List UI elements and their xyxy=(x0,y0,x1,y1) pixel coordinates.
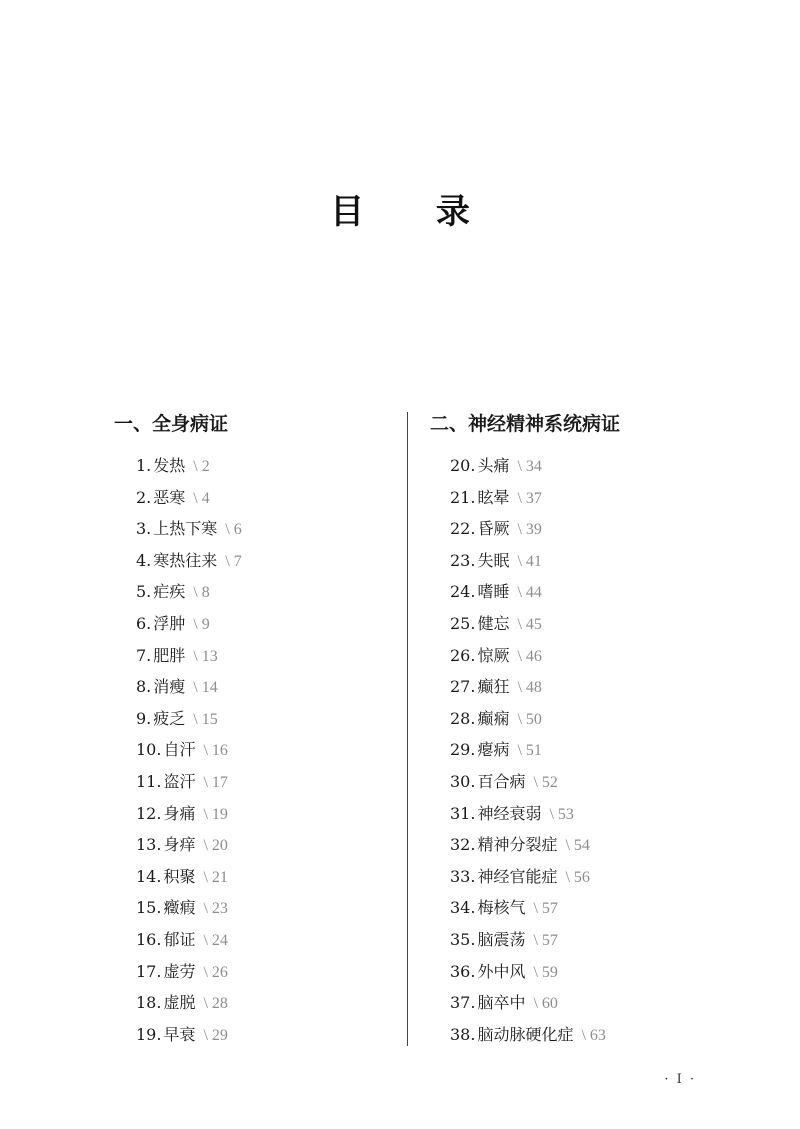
entry-number: 7. xyxy=(136,645,152,665)
entry-title: 脑卒中 xyxy=(477,993,526,1013)
entry-page: \ 2 xyxy=(193,458,210,475)
entry-number: 25. xyxy=(450,613,476,633)
toc-entry[interactable] xyxy=(450,829,730,861)
entry-page: \ 63 xyxy=(581,1026,606,1044)
toc-list xyxy=(114,450,394,1050)
entry-page: \ 17 xyxy=(203,773,228,791)
entry-title: 自汗 xyxy=(163,740,196,760)
toc-entry[interactable] xyxy=(136,703,394,735)
entry-title: 恶寒 xyxy=(153,487,186,507)
toc-list xyxy=(430,450,730,1050)
entry-title: 健忘 xyxy=(477,613,510,633)
toc-entry[interactable] xyxy=(450,640,730,672)
entry-number: 30. xyxy=(450,771,476,791)
toc-entry[interactable] xyxy=(136,892,394,924)
entry-title: 浮肿 xyxy=(153,613,186,633)
entry-page: \ 57 xyxy=(533,931,558,949)
entry-page: \ 15 xyxy=(193,710,218,728)
toc-entry[interactable] xyxy=(136,640,394,672)
entry-page: \ 41 xyxy=(517,552,542,570)
toc-entry[interactable] xyxy=(136,545,394,577)
entry-number: 10. xyxy=(136,740,162,760)
entry-title: 癫痫 xyxy=(477,708,510,728)
toc-entry[interactable] xyxy=(450,1019,730,1051)
entry-title: 脑震荡 xyxy=(477,929,526,949)
entry-number: 11. xyxy=(136,771,162,791)
entry-title: 肥胖 xyxy=(153,645,186,665)
entry-page: \ 19 xyxy=(203,805,228,823)
toc-entry[interactable] xyxy=(450,798,730,830)
entry-title: 嗜睡 xyxy=(477,582,510,602)
entry-page: \ 39 xyxy=(517,521,542,539)
entry-number: 36. xyxy=(450,961,476,981)
entry-number: 14. xyxy=(136,866,162,886)
toc-section-1 xyxy=(114,410,394,1050)
entry-number: 34. xyxy=(450,898,476,918)
entry-title: 头痛 xyxy=(477,456,510,475)
entry-title: 疟疾 xyxy=(153,582,186,602)
entry-page: \ 7 xyxy=(225,552,242,570)
entry-page: \ 45 xyxy=(517,615,542,633)
entry-page: \ 50 xyxy=(517,710,542,728)
entry-title: 上热下寒 xyxy=(153,519,218,539)
entry-number: 2. xyxy=(136,487,152,507)
toc-entry[interactable] xyxy=(450,545,730,577)
entry-page: \ 60 xyxy=(533,995,558,1013)
entry-number: 32. xyxy=(450,835,476,855)
toc-entry[interactable] xyxy=(450,703,730,735)
entry-number: 38. xyxy=(450,1024,476,1044)
entry-title: 神经衰弱 xyxy=(477,803,542,823)
entry-page: \ 34 xyxy=(517,458,542,475)
entry-page: \ 9 xyxy=(193,615,210,633)
entry-page: \ 16 xyxy=(203,742,228,760)
entry-title: 寒热往来 xyxy=(153,550,218,570)
entry-number: 3. xyxy=(136,519,152,539)
toc-entry[interactable] xyxy=(136,861,394,893)
toc-entry[interactable] xyxy=(136,482,394,514)
entry-title: 百合病 xyxy=(477,771,526,791)
toc-entry[interactable] xyxy=(450,482,730,514)
toc-section-2 xyxy=(430,410,730,1050)
entry-number: 18. xyxy=(136,993,162,1013)
entry-title: 癫狂 xyxy=(477,677,510,697)
entry-number: 6. xyxy=(136,613,152,633)
entry-page: \ 51 xyxy=(517,742,542,760)
entry-title: 积聚 xyxy=(163,866,196,886)
entry-page: \ 56 xyxy=(565,868,590,886)
toc-entry[interactable] xyxy=(136,766,394,798)
entry-page: \ 20 xyxy=(203,837,228,855)
entry-title: 身痒 xyxy=(163,835,196,855)
entry-page: \ 53 xyxy=(549,805,574,823)
entry-number: 17. xyxy=(136,961,162,981)
entry-number: 19. xyxy=(136,1024,162,1044)
entry-number: 9. xyxy=(136,708,152,728)
toc-entry[interactable] xyxy=(450,671,730,703)
entry-page: \ 26 xyxy=(203,963,228,981)
entry-page: \ 13 xyxy=(193,647,218,665)
page-number: · I · xyxy=(664,1072,696,1087)
toc-entry[interactable] xyxy=(136,450,394,482)
entry-title: 眩晕 xyxy=(477,487,510,507)
entry-page: \ 54 xyxy=(565,837,590,855)
entry-number: 33. xyxy=(450,866,476,886)
entry-title: 失眠 xyxy=(477,550,510,570)
toc-entry[interactable] xyxy=(136,924,394,956)
entry-number: 1. xyxy=(136,456,152,475)
toc-entry[interactable] xyxy=(450,734,730,766)
entry-title: 外中风 xyxy=(477,961,526,981)
entry-page: \ 21 xyxy=(203,868,228,886)
entry-number: 22. xyxy=(450,519,476,539)
toc-entry[interactable] xyxy=(450,450,730,482)
entry-page: \ 23 xyxy=(203,900,228,918)
toc-entry[interactable] xyxy=(450,513,730,545)
entry-number: 37. xyxy=(450,993,476,1013)
entry-page: \ 14 xyxy=(193,679,218,697)
section-heading: 二、神经精神系统病证 xyxy=(430,413,621,435)
toc-entry[interactable] xyxy=(450,608,730,640)
toc-entry[interactable] xyxy=(450,576,730,608)
entry-number: 12. xyxy=(136,803,162,823)
entry-title: 疲乏 xyxy=(153,708,186,728)
entry-number: 24. xyxy=(450,582,476,602)
entry-number: 21. xyxy=(450,487,476,507)
entry-page: \ 52 xyxy=(533,773,558,791)
section-heading: 一、全身病证 xyxy=(114,413,229,435)
entry-title: 盗汗 xyxy=(163,771,196,791)
toc-entry[interactable] xyxy=(450,924,730,956)
entry-title: 精神分裂症 xyxy=(477,835,558,855)
entry-title: 郁证 xyxy=(163,929,196,949)
entry-number: 27. xyxy=(450,677,476,697)
entry-page: \ 6 xyxy=(225,521,242,539)
toc-entry[interactable] xyxy=(450,956,730,988)
toc-entry[interactable] xyxy=(136,513,394,545)
entry-number: 5. xyxy=(136,582,152,602)
entry-title: 身痛 xyxy=(163,803,196,823)
toc-entry[interactable] xyxy=(450,766,730,798)
entry-number: 28. xyxy=(450,708,476,728)
entry-page: \ 37 xyxy=(517,489,542,507)
entry-title: 惊厥 xyxy=(477,645,510,665)
entry-number: 29. xyxy=(450,740,476,760)
entry-number: 23. xyxy=(450,550,476,570)
entry-title: 早衰 xyxy=(163,1024,196,1044)
entry-page: \ 8 xyxy=(193,584,210,602)
entry-title: 虚劳 xyxy=(163,961,196,981)
entry-title: 昏厥 xyxy=(477,519,510,539)
toc-entry[interactable] xyxy=(136,608,394,640)
entry-title: 癥瘕 xyxy=(163,898,196,918)
entry-title: 发热 xyxy=(153,456,186,475)
entry-page: \ 46 xyxy=(517,647,542,665)
entry-title: 虚脱 xyxy=(163,993,196,1013)
entry-page: \ 29 xyxy=(203,1026,228,1044)
entry-page: \ 24 xyxy=(203,931,228,949)
entry-page: \ 4 xyxy=(193,489,210,507)
entry-number: 31. xyxy=(450,803,476,823)
entry-number: 15. xyxy=(136,898,162,918)
entry-title: 消瘦 xyxy=(153,677,186,697)
entry-number: 13. xyxy=(136,835,162,855)
toc-entry[interactable] xyxy=(136,956,394,988)
entry-page: \ 59 xyxy=(533,963,558,981)
entry-page: \ 57 xyxy=(533,900,558,918)
toc-entry[interactable] xyxy=(136,1019,394,1051)
toc-entry[interactable] xyxy=(136,987,394,1019)
column-divider xyxy=(407,412,408,1046)
entry-title: 梅核气 xyxy=(477,898,526,918)
entry-title: 瘪病 xyxy=(477,740,510,760)
toc-entry[interactable] xyxy=(136,829,394,861)
toc-entry[interactable] xyxy=(450,892,730,924)
toc-entry[interactable] xyxy=(450,861,730,893)
entry-number: 35. xyxy=(450,929,476,949)
entry-page: \ 48 xyxy=(517,679,542,697)
toc-entry[interactable] xyxy=(136,798,394,830)
entry-number: 26. xyxy=(450,645,476,665)
toc-entry[interactable] xyxy=(136,576,394,608)
page-title: 目 录 xyxy=(330,192,500,232)
toc-entry[interactable] xyxy=(136,671,394,703)
entry-page: \ 28 xyxy=(203,995,228,1013)
toc-entry[interactable] xyxy=(136,734,394,766)
toc-entry[interactable] xyxy=(450,987,730,1019)
entry-number: 20. xyxy=(450,456,476,475)
entry-title: 神经官能症 xyxy=(477,866,558,886)
entry-page: \ 44 xyxy=(517,584,542,602)
entry-number: 16. xyxy=(136,929,162,949)
entry-title: 脑动脉硬化症 xyxy=(477,1024,574,1044)
entry-number: 4. xyxy=(136,550,152,570)
entry-number: 8. xyxy=(136,677,152,697)
